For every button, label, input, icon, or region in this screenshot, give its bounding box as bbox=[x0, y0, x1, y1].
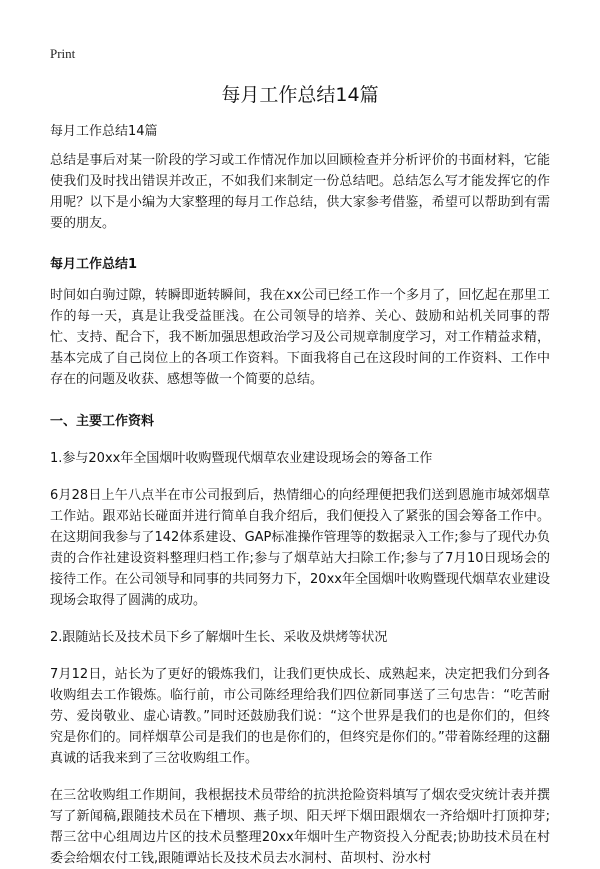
document-title: 每月工作总结14篇 bbox=[221, 84, 379, 106]
section-heading: 每月工作总结1 bbox=[50, 257, 138, 272]
item-heading-1: 1.参与20xx年全国烟叶收购暨现代烟草农业建设现场会的筹备工作 bbox=[50, 451, 433, 466]
item-paragraph-1: 6月28日上午八点半在市公司报到后，热情细心的向经理便把我们送到恩施市城郊烟草工作站。跟邓站长碰面并进行简单自我介绍后，我们便投入了紧张的国会筹备工作中。在这期间我参与了142体系建设、GAP标准操作管理等的数据录入工作;参与了现代办负责的合作社建设资料整理归档工作;参与了烟草站大扫除工作;参与了7月10日现场会的接待工作。在公司领导和同事的共同努力下，20xx年全国烟叶收购暨现代烟草农业建设现场会取得了圆满的成功。 bbox=[50, 488, 550, 608]
document-body bbox=[50, 121, 550, 869]
print-label: Print bbox=[50, 46, 76, 61]
document-subtitle: 每月工作总结14篇 bbox=[50, 124, 158, 139]
intro-paragraph: 总结是事后对某一阶段的学习或工作情况作加以回顾检查并分析评价的书面材料，它能使我们及时找出错误并改正，不如我们来制定一份总结吧。总结怎么写才能发挥它的作用呢？以下是小编为大家整理的每月工作总结，供大家参考借鉴，希望可以帮助到有需要的朋友。 bbox=[50, 153, 550, 231]
section-paragraph: 时间如白驹过隙，转瞬即逝转瞬间，我在xx公司已经工作一个多月了，回忆起在那里工作的每一天，真是让我受益匪浅。在公司领导的培养、关心、鼓励和站机关同事的帮忙、支持、配合下，我不断加强思想政治学习及公司规章制度学习，对工作精益求精，基本完成了自己岗位上的各项工作资料。下面我将自己在这段时间的工作资料、工作中存在的问题及收获、感想等做一个简要的总结。 bbox=[50, 288, 550, 387]
main-work-heading: 一、主要工作资料 bbox=[50, 414, 155, 429]
item-heading-2: 2.跟随站长及技术员下乡了解烟叶生长、采收及烘烤等状况 bbox=[50, 630, 388, 645]
item-paragraph-2a: 7月12日，站长为了更好的锻炼我们，让我们更快成长、成熟起来，决定把我们分到各收购组去工作锻炼。临行前，市公司陈经理给我们四位新同事送了三句忠告：“吃苦耐劳、爱岗敬业、虚心请教。”同时还鼓励我们说：“这个世界是我们的也是你们的，但终究是你们的。同样烟草公司是我们的也是你们的，但终究是你们的。”带着陈经理的这翻真诚的话我来到了三岔收购组工作。 bbox=[50, 667, 550, 766]
item-paragraph-2b: 在三岔收购组工作期间，我根据技术员带给的抗洪抢险资料填写了烟农受灾统计表并撰写了新闻稿,跟随技术员在下槽坝、燕子坝、阳天坪下烟田跟烟农一齐给烟叶打顶抑芽;帮三岔中心组周边片区的技术员整理20xx年烟叶生产物资投入分配表;协助技术员在村委会给烟农付工钱,跟随谭站长及技术员去水洞村、苗坝村、汾水村 bbox=[50, 788, 550, 866]
